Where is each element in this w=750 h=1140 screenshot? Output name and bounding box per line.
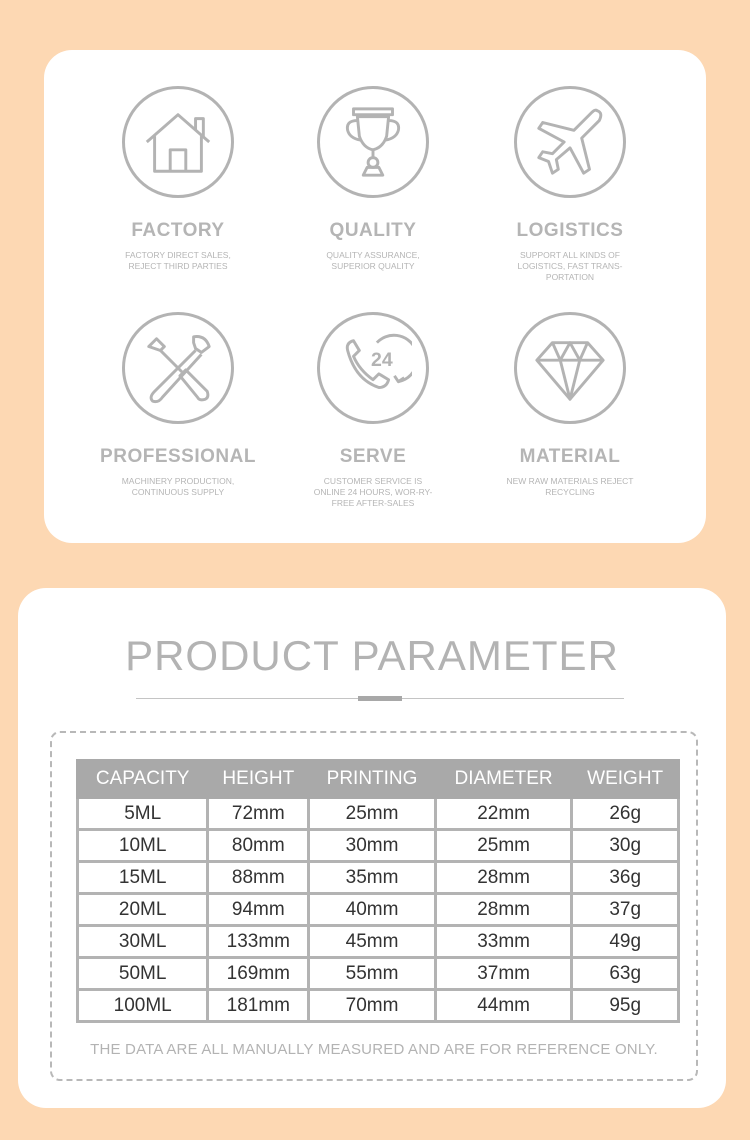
feature-professional (78, 312, 278, 498)
table-cell: 55mm (309, 958, 436, 990)
feature-desc: FACTORY DIRECT SALES, REJECT THIRD PARTIES (125, 250, 231, 271)
table-cell: 88mm (208, 862, 309, 894)
table-row (78, 894, 679, 926)
parameter-table (76, 759, 680, 1023)
title-divider-accent (358, 696, 402, 701)
table-row (78, 958, 679, 990)
tools-icon (122, 312, 234, 424)
feature-serve (273, 312, 473, 509)
diamond-icon (514, 312, 626, 424)
feature-desc: QUALITY ASSURANCE, SUPERIOR QUALITY (326, 250, 420, 271)
feature-title: MATERIAL (519, 446, 621, 467)
phone-24-label: 24 (371, 349, 393, 372)
table-cell: 30mm (309, 830, 436, 862)
table-footnote: THE DATA ARE ALL MANUALLY MEASURED AND ARE FOR REFERENCE ONLY. (90, 1041, 658, 1058)
feature-title: SERVE (339, 446, 407, 467)
feature-desc: SUPPORT ALL KINDS OF LOGISTICS, FAST TRANS-PORTATION (517, 250, 623, 282)
feature-logistics (470, 86, 670, 283)
feature-title: PROFESSIONAL (100, 446, 256, 467)
table-cell: 22mm (435, 798, 572, 830)
feature-desc: MACHINERY PRODUCTION, CONTINUOUS SUPPLY (121, 476, 235, 497)
feature-factory (78, 86, 278, 272)
phone-24-icon (317, 312, 429, 424)
airplane-icon (514, 86, 626, 198)
feature-title: QUALITY (329, 220, 417, 241)
header-capacity: CAPACITY (78, 761, 208, 798)
table-cell: 36g (572, 862, 679, 894)
table-cell: 44mm (435, 990, 572, 1022)
header-height: HEIGHT (208, 761, 309, 798)
table-cell: 63g (572, 958, 679, 990)
table-cell: 28mm (435, 862, 572, 894)
table-cell: 133mm (208, 926, 309, 958)
table-cell: 30ML (78, 926, 208, 958)
table-row (78, 830, 679, 862)
table-row (78, 798, 679, 830)
table-cell: 37g (572, 894, 679, 926)
table-cell: 28mm (435, 894, 572, 926)
feature-title: FACTORY (131, 220, 225, 241)
table-cell: 100ML (78, 990, 208, 1022)
table-cell: 35mm (309, 862, 436, 894)
table-cell: 70mm (309, 990, 436, 1022)
table-cell: 25mm (435, 830, 572, 862)
table-header-row (78, 761, 679, 798)
product-parameter-card (18, 588, 726, 1108)
trophy-icon (317, 86, 429, 198)
table-cell: 5ML (78, 798, 208, 830)
feature-material (470, 312, 670, 498)
header-printing: PRINTING (309, 761, 436, 798)
table-cell: 26g (572, 798, 679, 830)
feature-desc: NEW RAW MATERIALS REJECT RECYCLING (506, 476, 634, 497)
features-card (44, 50, 706, 543)
feature-desc: CUSTOMER SERVICE IS ONLINE 24 HOURS, WOR-RY-FREE AFTER-SALES (313, 476, 433, 508)
table-cell: 72mm (208, 798, 309, 830)
table-cell: 49g (572, 926, 679, 958)
table-cell: 33mm (435, 926, 572, 958)
feature-quality (273, 86, 473, 272)
table-cell: 25mm (309, 798, 436, 830)
page-title: PRODUCT PARAMETER (125, 632, 619, 679)
house-icon (122, 86, 234, 198)
table-frame (50, 731, 698, 1081)
table-cell: 20ML (78, 894, 208, 926)
table-row (78, 926, 679, 958)
table-cell: 50ML (78, 958, 208, 990)
table-cell: 40mm (309, 894, 436, 926)
header-diameter: DIAMETER (435, 761, 572, 798)
table-cell: 30g (572, 830, 679, 862)
table-cell: 45mm (309, 926, 436, 958)
table-cell: 95g (572, 990, 679, 1022)
feature-title: LOGISTICS (516, 220, 624, 241)
table-cell: 10ML (78, 830, 208, 862)
table-cell: 94mm (208, 894, 309, 926)
table-cell: 37mm (435, 958, 572, 990)
table-cell: 80mm (208, 830, 309, 862)
table-cell: 181mm (208, 990, 309, 1022)
table-row (78, 990, 679, 1022)
header-weight: WEIGHT (572, 761, 679, 798)
table-cell: 15ML (78, 862, 208, 894)
table-row (78, 862, 679, 894)
table-cell: 169mm (208, 958, 309, 990)
